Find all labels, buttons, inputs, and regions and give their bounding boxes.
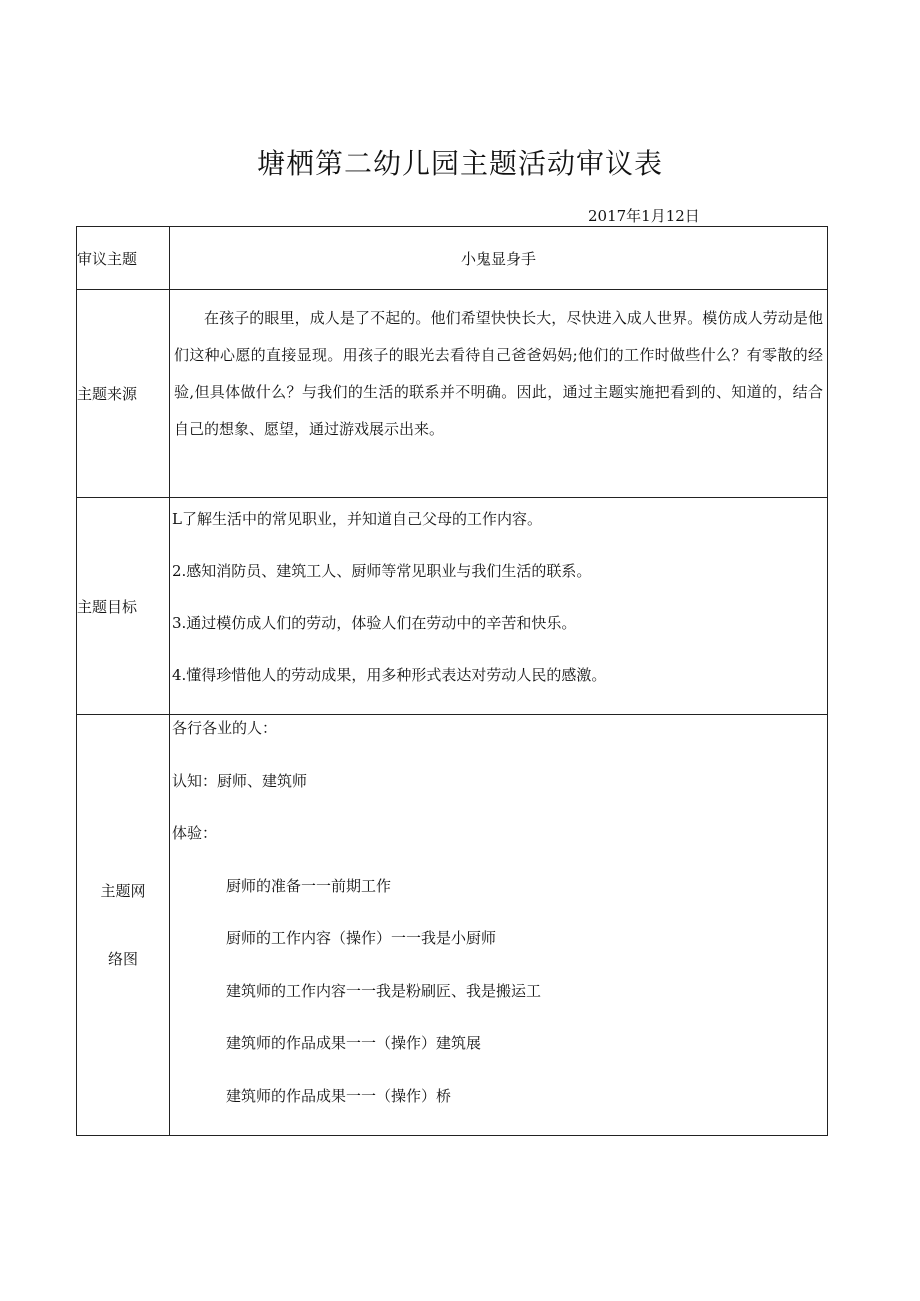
theme-label: 审议主题 bbox=[77, 249, 138, 268]
web-label-cell bbox=[77, 715, 170, 1136]
goal-item: 3.通过模仿成人们的劳动，体验人们在劳动中的辛苦和快乐。 bbox=[172, 614, 577, 632]
source-text: 在孩子的眼里，成人是了不起的。他们希望快快长大，尽快进入成人世界。模仿成人劳动是他们这种心愿的直接显现。用孩子的眼光去看待自己爸爸妈妈;他们的工作时做些什么？有零散的经验,但具体做什么？与我们的生活的联系并不明确。因此，通过主题实施把看到的、知道的，结合自己的想象、愿望，通过游戏展示出来。 bbox=[170, 290, 828, 498]
row-goals bbox=[77, 498, 828, 715]
goal-item: L了解生活中的常见职业，并知道自己父母的工作内容。 bbox=[172, 510, 542, 528]
web-line: 厨师的准备一一前期工作 bbox=[226, 876, 392, 895]
web-line: 厨师的工作内容（操作）一一我是小厨师 bbox=[226, 929, 497, 947]
goals-label-cell bbox=[77, 498, 170, 715]
goals-label: 主题目标 bbox=[77, 597, 138, 616]
goal-item: 2.感知消防员、建筑工人、厨师等常见职业与我们生活的联系。 bbox=[172, 562, 592, 580]
theme-label-cell bbox=[77, 227, 170, 290]
page-title: 塘栖第二幼儿园主题活动审议表 bbox=[256, 147, 663, 180]
web-label-line2: 络图 bbox=[107, 950, 138, 968]
source-label: 主题来源 bbox=[77, 385, 138, 403]
web-line: 体验： bbox=[172, 824, 218, 842]
source-label-cell bbox=[77, 290, 170, 498]
web-line: 各行各业的人： bbox=[172, 719, 278, 737]
date-text: 2017年1月12日 bbox=[588, 207, 700, 225]
web-line: 建筑师的工作内容一一我是粉刷匠、我是搬运工 bbox=[226, 981, 542, 1000]
theme-value-cell bbox=[170, 227, 828, 290]
web-line: 建筑师的作品成果一一（操作）建筑展 bbox=[226, 1034, 482, 1052]
web-line: 认知：厨师、建筑师 bbox=[172, 771, 308, 790]
web-content bbox=[170, 715, 828, 1136]
theme-value: 小鬼显身手 bbox=[460, 249, 536, 268]
row-source bbox=[77, 290, 828, 498]
row-theme bbox=[77, 227, 828, 290]
goal-item: 4.懂得珍惜他人的劳动成果，用多种形式表达对劳动人民的感激。 bbox=[172, 666, 607, 684]
web-label-line1: 主题网 bbox=[100, 882, 146, 900]
web-line: 建筑师的作品成果一一（操作）桥 bbox=[226, 1086, 452, 1105]
row-web bbox=[77, 715, 828, 1136]
review-table bbox=[76, 226, 828, 1136]
goals-list bbox=[170, 498, 828, 715]
